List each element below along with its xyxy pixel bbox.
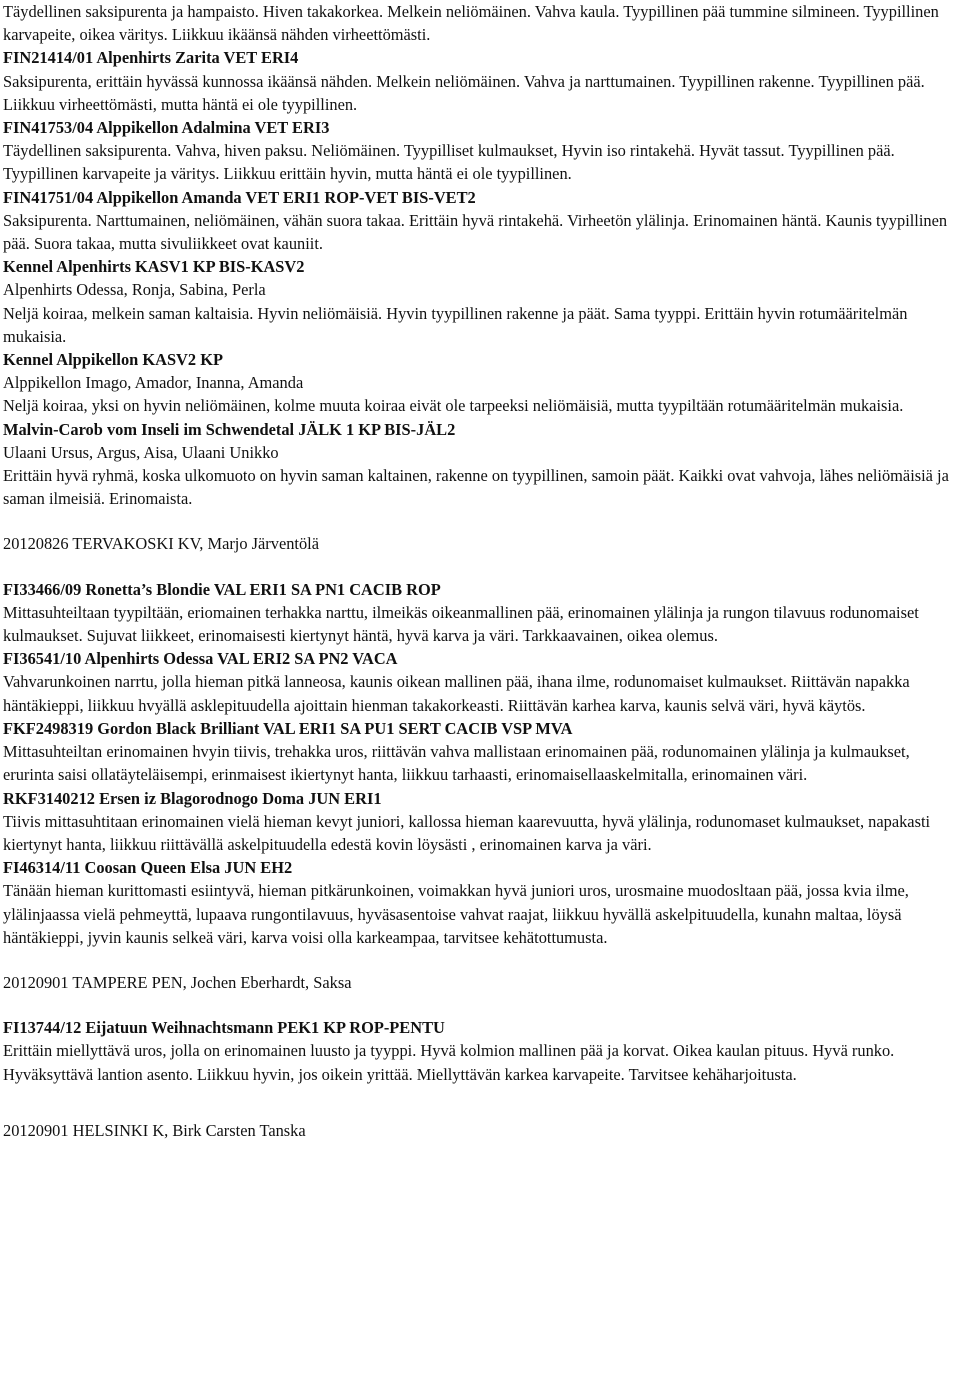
spacer — [3, 994, 953, 1016]
kennel-heading: Kennel Alppikellon KASV2 KP — [3, 350, 223, 370]
dog-heading: FIN41751/04 Alppikellon Amanda VET ERI1 ROP-VET BIS-VET2 — [3, 187, 476, 207]
critique-text: Mittasuhteiltaan tyypiltään, eriomainen terhakka narttu, ilmeikäs oikeanmallinen pää, erinomainen ylälinja ja rungon tilavuus rodunomaiset kulmaukset. Sujuvat liikkeet, erinomaisesti kiertynyt häntä, hyvä karva ja väri. Tarkkaavainen, oikea olemus. — [3, 602, 919, 646]
spacer — [3, 556, 953, 578]
critique-text: Erittäin hyvä ryhmä, koska ulkomuoto on hyvin saman kaltainen, rakenne on tyypillinen, samoin päät. Kaikki ovat vahvoja, lähes neliömäisiä ja saman ilmeisiä. Erinomaista. — [3, 466, 949, 509]
spacer — [3, 510, 953, 532]
kennel-dogs: Alpenhirts Odessa, Ronja, Sabina, Perla — [3, 280, 266, 300]
spacer — [3, 949, 953, 971]
dog-heading: FIN41753/04 Alppikellon Adalmina VET ERI3 — [3, 118, 330, 138]
dog-heading: FI46314/11 Coosan Queen Elsa JUN EH2 — [3, 858, 293, 878]
progeny-dogs: Ulaani Ursus, Argus, Aisa, Ulaani Unikko — [3, 442, 279, 462]
kennel-dogs: Alppikellon Imago, Amador, Inanna, Amanda — [3, 373, 304, 393]
show-heading: 20120901 HELSINKI K, Birk Carsten Tanska — [3, 1120, 306, 1140]
critique-text: Saksipurenta. Narttumainen, neliömäinen, vähän suora takaa. Erittäin hyvä rintakehä. Virheetön ylälinja. Erinomainen häntä. Kaunis tyypillinen pää. Suora takaa, mutta sivuliikkeet ovat kauniit. — [3, 210, 948, 254]
dog-heading: FI36541/10 Alpenhirts Odessa VAL ERI2 SA PN2 VACA — [3, 649, 398, 669]
document-page — [3, 0, 953, 1142]
critique-text: Tänään hieman kurittomasti esiintyvä, hieman pitkärunkoinen, voimakkan hyvä juniori uros, urosmaine muodosltaan pää, jossa kvia ilme, ylälinjaassa vielä pehmeyttä, lupaava rungontilavuus, hyväsasentoise vahvat raajat, liikkuu hyvällä askelpituudella, kunahn maltaa, löysä häntäkieppi, jyvin kaunis selkeä väri, karva voisi olla karkeampaa, tarvitsee kehätottumusta. — [3, 881, 909, 947]
critique-text: Neljä koiraa, melkein saman kaltaisia. Hyvin neliömäisiä. Hyvin tyypillinen rakenne ja päät. Sama tyyppi. Erittäin hyvin rotumääritelmän mukaisia. — [3, 303, 908, 346]
critique-text: Vahvarunkoinen narrtu, jolla hieman pitkä lanneosa, kaunis oikean mallinen pää, ihana ilme, rodunomaiset kulmaukset. Riittävän napakka häntäkieppi, liikkuu hvyällä asklepituudella ajoittain hienman takakorkeasti. Riittävän karhea karva, kaunis selvä väri, hyvä käytös. — [3, 672, 910, 715]
critique-text: Täydellinen saksipurenta ja hampaisto. Hiven takakorkea. Melkein neliömäinen. Vahva kaula. Tyypillinen pää tummine silmineen. Tyypillinen karvapeite, oikea väritys. Liikkuu ikäänsä nähden virheettömästi. — [3, 2, 939, 45]
critique-text: Mittasuhteiltan erinomainen hvyin tiivis, trehakka uros, riittävän vahva mallistaan erinomainen pää, rodunomainen ylälinja ja kulmaukset, erurinta saisi ollatäyteläisempi, erinmaisest ikiertynyt hanta, liikkuu tarhaasti, erinomaisellaaskelmitalla, erinomainen väri. — [3, 742, 910, 785]
dog-heading: FI33466/09 Ronetta’s Blondie VAL ERI1 SA PN1 CACIB ROP — [3, 579, 441, 599]
dog-heading: FI13744/12 Eijatuun Weihnachtsmann PEK1 KP ROP-PENTU — [3, 1018, 445, 1038]
critique-text: Neljä koiraa, yksi on hyvin neliömäinen, kolme muuta koiraa eivät ole tarpeeksi neliömäisiä, mutta tyypiltään rotumääritelmän mukaisia. — [3, 396, 904, 416]
critique-text: Täydellinen saksipurenta. Vahva, hiven paksu. Neliömäinen. Tyypilliset kulmaukset, Hyvin iso rintakehä. Hyvät tassut. Tyypillinen pää. Tyypillinen karvapeite ja väritys. Liikkuu erittäin hyvin, mutta häntä ei ole tyypillinen. — [3, 141, 895, 184]
kennel-heading: Kennel Alpenhirts KASV1 KP BIS-KASV2 — [3, 257, 305, 277]
dog-heading: FIN21414/01 Alpenhirts Zarita VET ERI4 — [3, 48, 299, 68]
dog-heading: FKF2498319 Gordon Black Brilliant VAL ERI1 SA PU1 SERT CACIB VSP MVA — [3, 718, 573, 738]
progeny-heading: Malvin-Carob vom Inseli im Schwendetal JÄLK 1 KP BIS-JÄL2 — [3, 419, 456, 439]
show-heading: 20120901 TAMPERE PEN, Jochen Eberhardt, Saksa — [3, 972, 352, 992]
critique-text: Saksipurenta, erittäin hyvässä kunnossa ikäänsä nähden. Melkein neliömäinen. Vahva ja narttumainen. Tyypillinen rakenne. Tyypillinen pää. Liikkuu virheettömästi, mutta häntä ei ole tyypillinen. — [3, 71, 925, 114]
spacer — [3, 1108, 953, 1119]
dog-heading: RKF3140212 Ersen iz Blagorodnogo Doma JUN ERI1 — [3, 788, 382, 808]
spacer — [3, 1086, 953, 1108]
critique-text: Erittäin miellyttävä uros, jolla on erinomainen luusto ja tyyppi. Hyvä kolmion mallinen pää ja korvat. Oikea kaulan pituus. Hyvä runko. Hyväksyttävä lantion asento. Liikkuu hyvin, jos oikein yrittää. Miellyttävän karkea karvapeite. Tarvitsee kehäharjoitusta. — [3, 1041, 895, 1084]
critique-text: Tiivis mittasuhtitaan erinomainen vielä hieman kevyt juniori, kallossa hieman kaarevuutta, hyvä ylälinja, rodunomaset kulmaukset, napakasti kiertynyt hanta, liikkuu riittävällä askelpituudella edestä kovin löysästi , erinomainen karva ja väri. — [3, 811, 931, 854]
show-heading: 20120826 TERVAKOSKI KV, Marjo Järventölä — [3, 534, 320, 554]
